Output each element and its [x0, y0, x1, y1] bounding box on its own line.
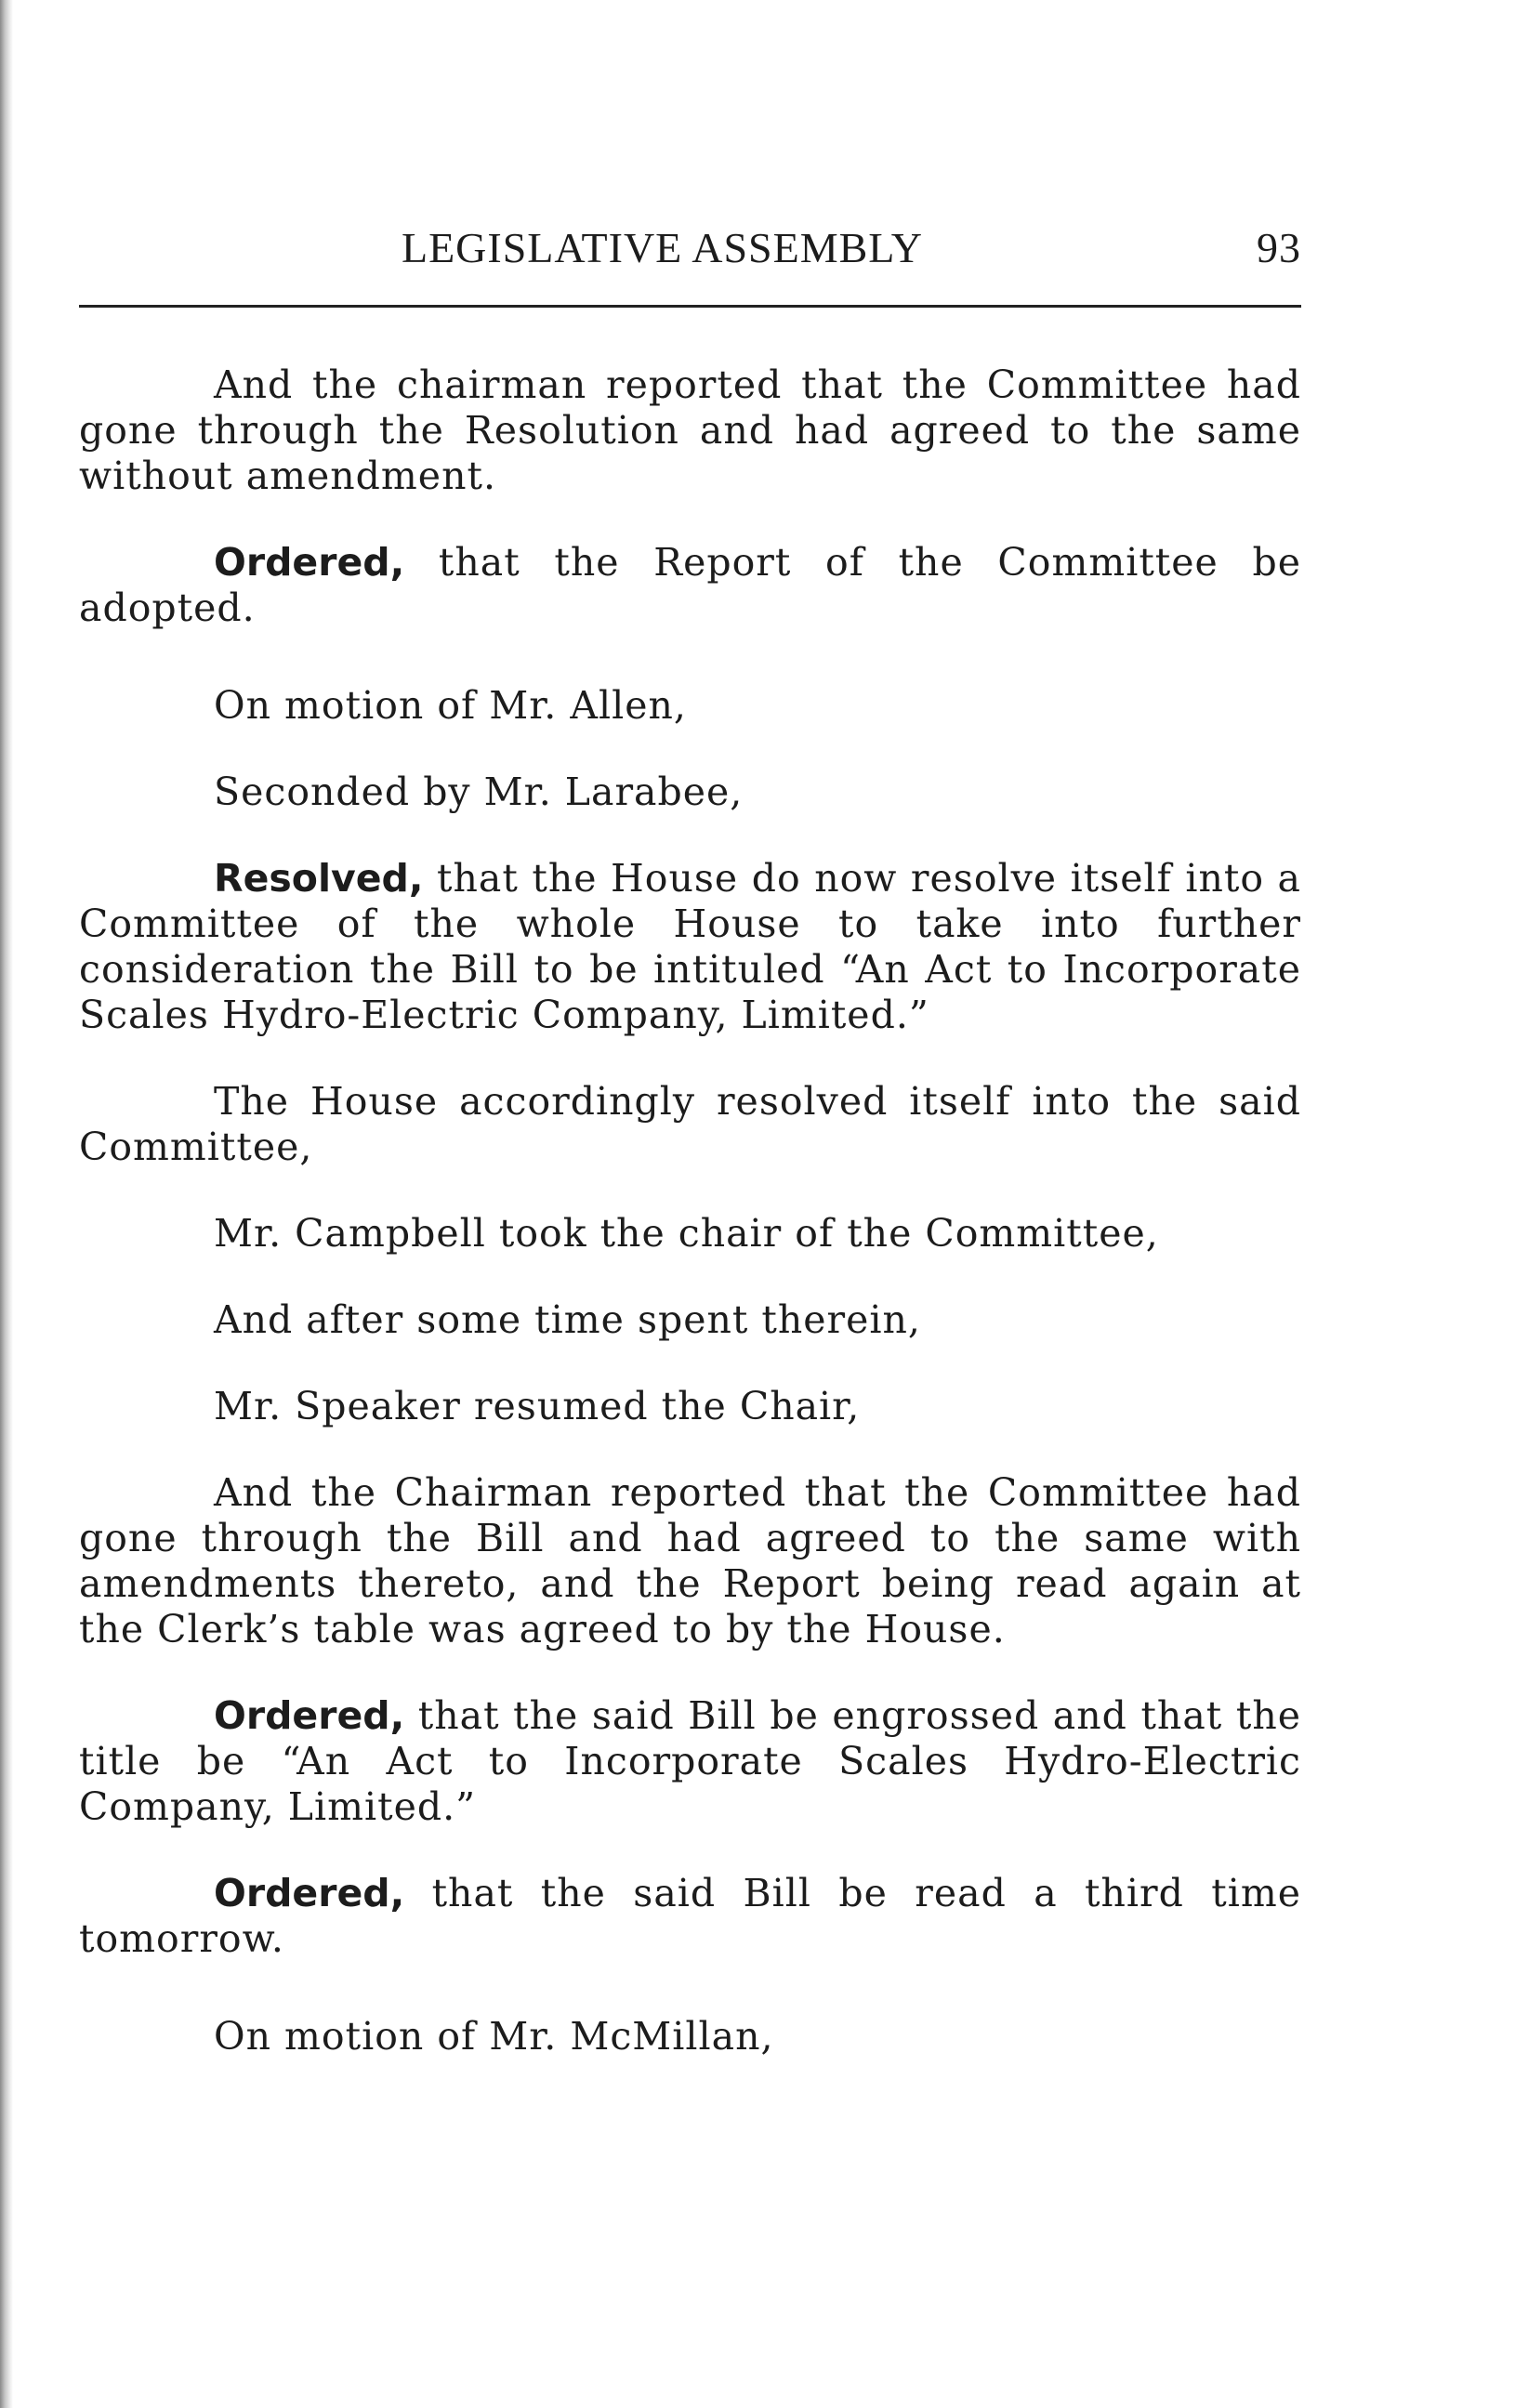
paragraph-speaker-resumed: Mr. Speaker resumed the Chair, — [214, 1384, 861, 1428]
keyword-ordered: Ordered, — [214, 1871, 405, 1915]
paragraph-chairman-reported-bill: And the Chairman reported that the Committee had gone through the Bill and had agreed to the same with amendments thereto, and the Report being read again at the Clerk’s table was agreed to by the House. — [79, 1470, 1301, 1651]
paragraph-time-spent: And after some time spent therein, — [214, 1297, 921, 1342]
header-rule — [79, 305, 1301, 308]
running-header — [79, 223, 1301, 279]
paragraph-campbell-chair: Mr. Campbell took the chair of the Committee, — [214, 1211, 1159, 1256]
page-number: 93 — [1257, 224, 1301, 271]
document-page — [79, 223, 1301, 2059]
journal-body — [79, 362, 1301, 2059]
paragraph-motion-mcmillan: On motion of Mr. McMillan, — [214, 2014, 774, 2059]
scan-edge-shadow — [0, 0, 13, 2408]
paragraph-house-resolved: The House accordingly resolved itself into the said Committee, — [79, 1079, 1301, 1169]
keyword-ordered: Ordered, — [214, 540, 405, 585]
paragraph-ordered-report-adopted: Ordered, that the Report of the Committee be adopted. — [79, 540, 1301, 630]
paragraph-resolved-committee: Resolved, that the House do now resolve itself into a Committee of the whole House to take into further consideration the Bill to be intituled “An Act to Incorporate Scales Hydro-Electric Company, Limited.” — [79, 856, 1301, 1037]
paragraph-motion-allen: On motion of Mr. Allen, — [214, 683, 687, 728]
paragraph-seconded-larabee: Seconded by Mr. Larabee, — [214, 770, 744, 814]
paragraph-committee-report: And the chairman reported that the Committee had gone through the Resolution and had agreed to the same without amendment. — [79, 362, 1301, 498]
paragraph-ordered-third-reading: Ordered, that the said Bill be read a third time tomorrow. — [79, 1871, 1301, 1961]
paragraph-ordered-engrossed: Ordered, that the said Bill be engrossed and that the title be “An Act to Incorporate Scales Hydro-Electric Company, Limited.” — [79, 1693, 1301, 1829]
header-title: LEGISLATIVE ASSEMBLY — [401, 224, 924, 271]
keyword-ordered: Ordered, — [214, 1693, 405, 1738]
keyword-resolved: Resolved, — [214, 856, 424, 901]
